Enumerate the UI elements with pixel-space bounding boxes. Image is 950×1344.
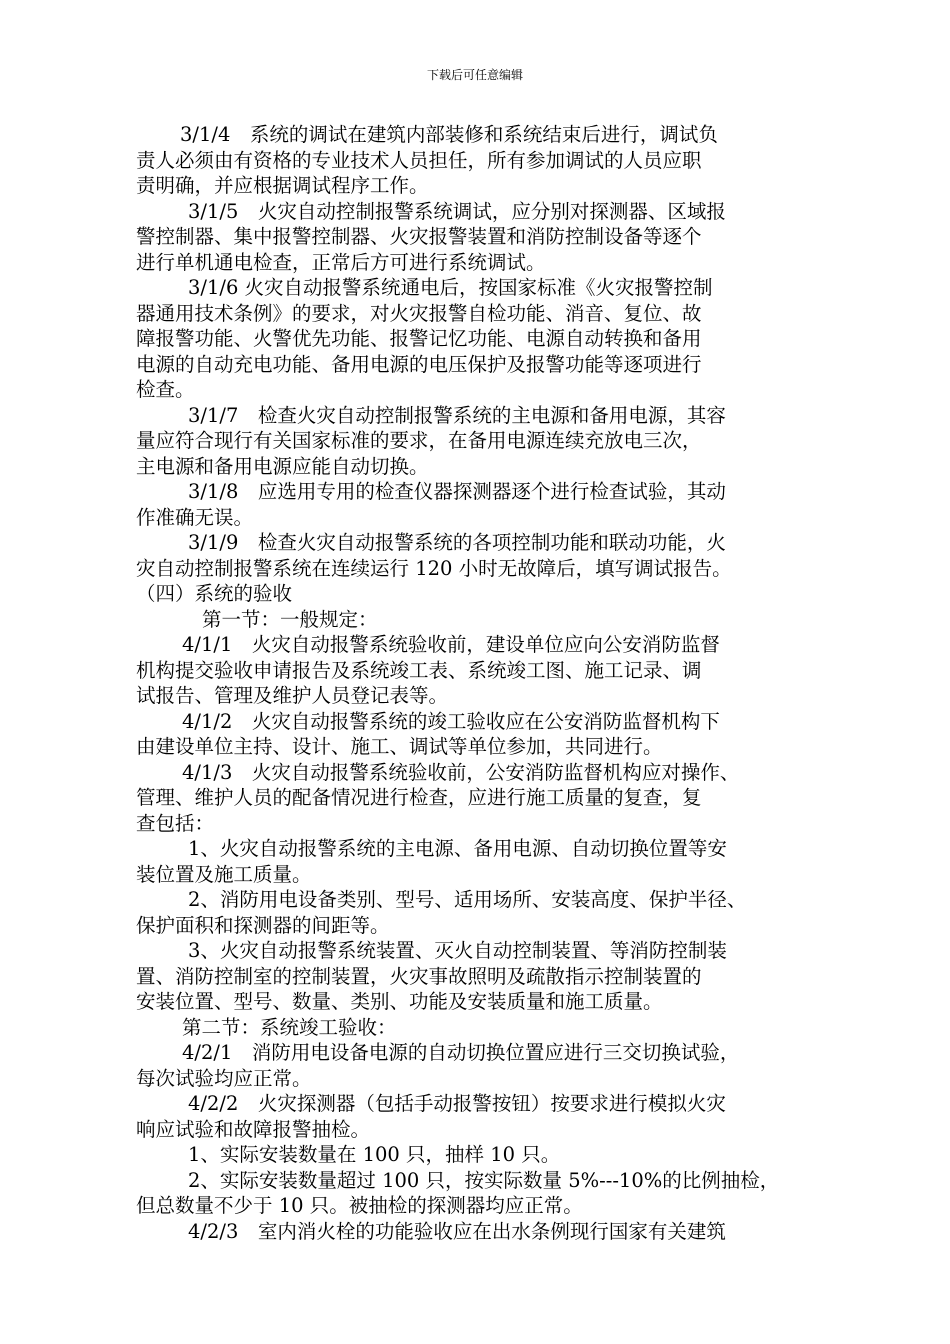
paragraph-line: 4/1/1 火灾自动报警系统验收前，建设单位应向公安消防监督: [182, 633, 720, 656]
subsection-heading: 第二节：系统竣工验收：: [182, 1015, 397, 1039]
paragraph-line: 4/1/2 火灾自动报警系统的竣工验收应在公安消防监督机构下: [182, 709, 720, 733]
list-item: 3、火灾自动报警系统装置、灭火自动控制装置、等消防控制装: [188, 939, 727, 962]
paragraph-line: 责人必须由有资格的专业技术人员担任，所有参加调试的人员应职: [136, 148, 702, 172]
paragraph-line: 责明确，并应根据调试程序工作。: [136, 174, 429, 197]
list-item: 2、实际安装数量超过 100 只，按实际数量 5%---10%的比例抽检，: [188, 1168, 780, 1192]
paragraph-line: 3/1/7 检查火灾自动控制报警系统的主电源和备用电源，其容: [188, 403, 726, 427]
paragraph-line: 3/1/8 应选用专用的检查仪器探测器逐个进行检查试验，其动: [188, 480, 726, 503]
paragraph-line: 4/2/3 室内消火栓的功能验收应在出水条例现行国家有关建筑: [188, 1219, 726, 1243]
section-heading: （四）系统的验收: [136, 582, 293, 605]
paragraph-line: 装位置及施工质量。: [136, 862, 312, 886]
page-header: 下载后可任意编辑: [426, 68, 523, 82]
paragraph-line: 主电源和备用电源应能自动切换。: [136, 454, 429, 478]
paragraph-line: 作准确无误。: [136, 505, 254, 529]
paragraph-line: 3/1/6 火灾自动报警系统通电后，按国家标准《火灾报警控制: [188, 276, 713, 299]
paragraph-line: 试报告、管理及维护人员登记表等。: [136, 684, 449, 707]
paragraph-line: 障报警功能、火警优先功能、报警记忆功能、电源自动转换和备用: [136, 327, 702, 350]
paragraph-line: 4/2/2 火灾探测器（包括手动报警按钮）按要求进行模拟火灾: [188, 1092, 726, 1115]
paragraph-line: 3/1/5 火灾自动控制报警系统调试，应分别对探测器、区域报: [188, 199, 726, 223]
paragraph-line: 电源的自动充电功能、备用电源的电压保护及报警功能等逐项进行: [136, 352, 702, 376]
paragraph-line: 进行单机通电检查，正常后方可进行系统调试。: [136, 250, 546, 274]
paragraph-line: 由建设单位主持、设计、施工、调试等单位参加，共同进行。: [136, 735, 663, 758]
subsection-heading: 第一节：一般规定：: [202, 607, 378, 631]
paragraph-line: 机构提交验收申请报告及系统竣工表、系统竣工图、施工记录、调: [136, 658, 702, 682]
paragraph-line: 安装位置、型号、数量、类别、功能及安装质量和施工质量。: [136, 990, 663, 1013]
paragraph-line: 每次试验均应正常。: [136, 1066, 312, 1090]
paragraph-line: 灾自动控制报警系统在连续运行 120 小时无故障后，填写调试报告。: [136, 556, 732, 580]
paragraph-line: 4/2/1 消防用电设备电源的自动切换位置应进行三交切换试验，: [182, 1041, 740, 1064]
paragraph-line: 管理、维护人员的配备情况进行检查，应进行施工质量的复查，复: [136, 786, 702, 809]
paragraph-line: 3/1/9 检查火灾自动报警系统的各项控制功能和联动功能，火: [188, 531, 726, 554]
paragraph-line: 3/1/4 系统的调试在建筑内部装修和系统结束后进行，调试负: [180, 123, 718, 146]
list-item: 2、消防用电设备类别、型号、适用场所、安装高度、保护半径、: [188, 888, 747, 911]
paragraph-line: 保护面积和探测器的间距等。: [136, 913, 390, 937]
paragraph-line: 但总数量不少于 10 只。被抽检的探测器均应正常。: [136, 1194, 583, 1217]
list-item: 1、火灾自动报警系统的主电源、备用电源、自动切换位置等安: [188, 837, 727, 860]
paragraph-line: 4/1/3 火灾自动报警系统验收前，公安消防监督机构应对操作、: [182, 760, 740, 784]
paragraph-line: 查包括：: [136, 811, 215, 835]
paragraph-line: 检查。: [136, 378, 195, 401]
paragraph-line: 警控制器、集中报警控制器、火灾报警装置和消防控制设备等逐个: [136, 225, 702, 248]
paragraph-line: 量应符合现行有关国家标准的要求，在备用电源连续充放电三次，: [136, 429, 702, 452]
list-item: 1、实际安装数量在 100 只，抽样 10 只。: [188, 1143, 561, 1166]
paragraph-line: 响应试验和故障报警抽检。: [136, 1117, 371, 1141]
paragraph-line: 器通用技术条例》的要求，对火灾报警自检功能、消音、复位、故: [136, 301, 702, 325]
document-body: [136, 122, 816, 1244]
paragraph-line: 置、消防控制室的控制装置，火灾事故照明及疏散指示控制装置的: [136, 964, 702, 988]
